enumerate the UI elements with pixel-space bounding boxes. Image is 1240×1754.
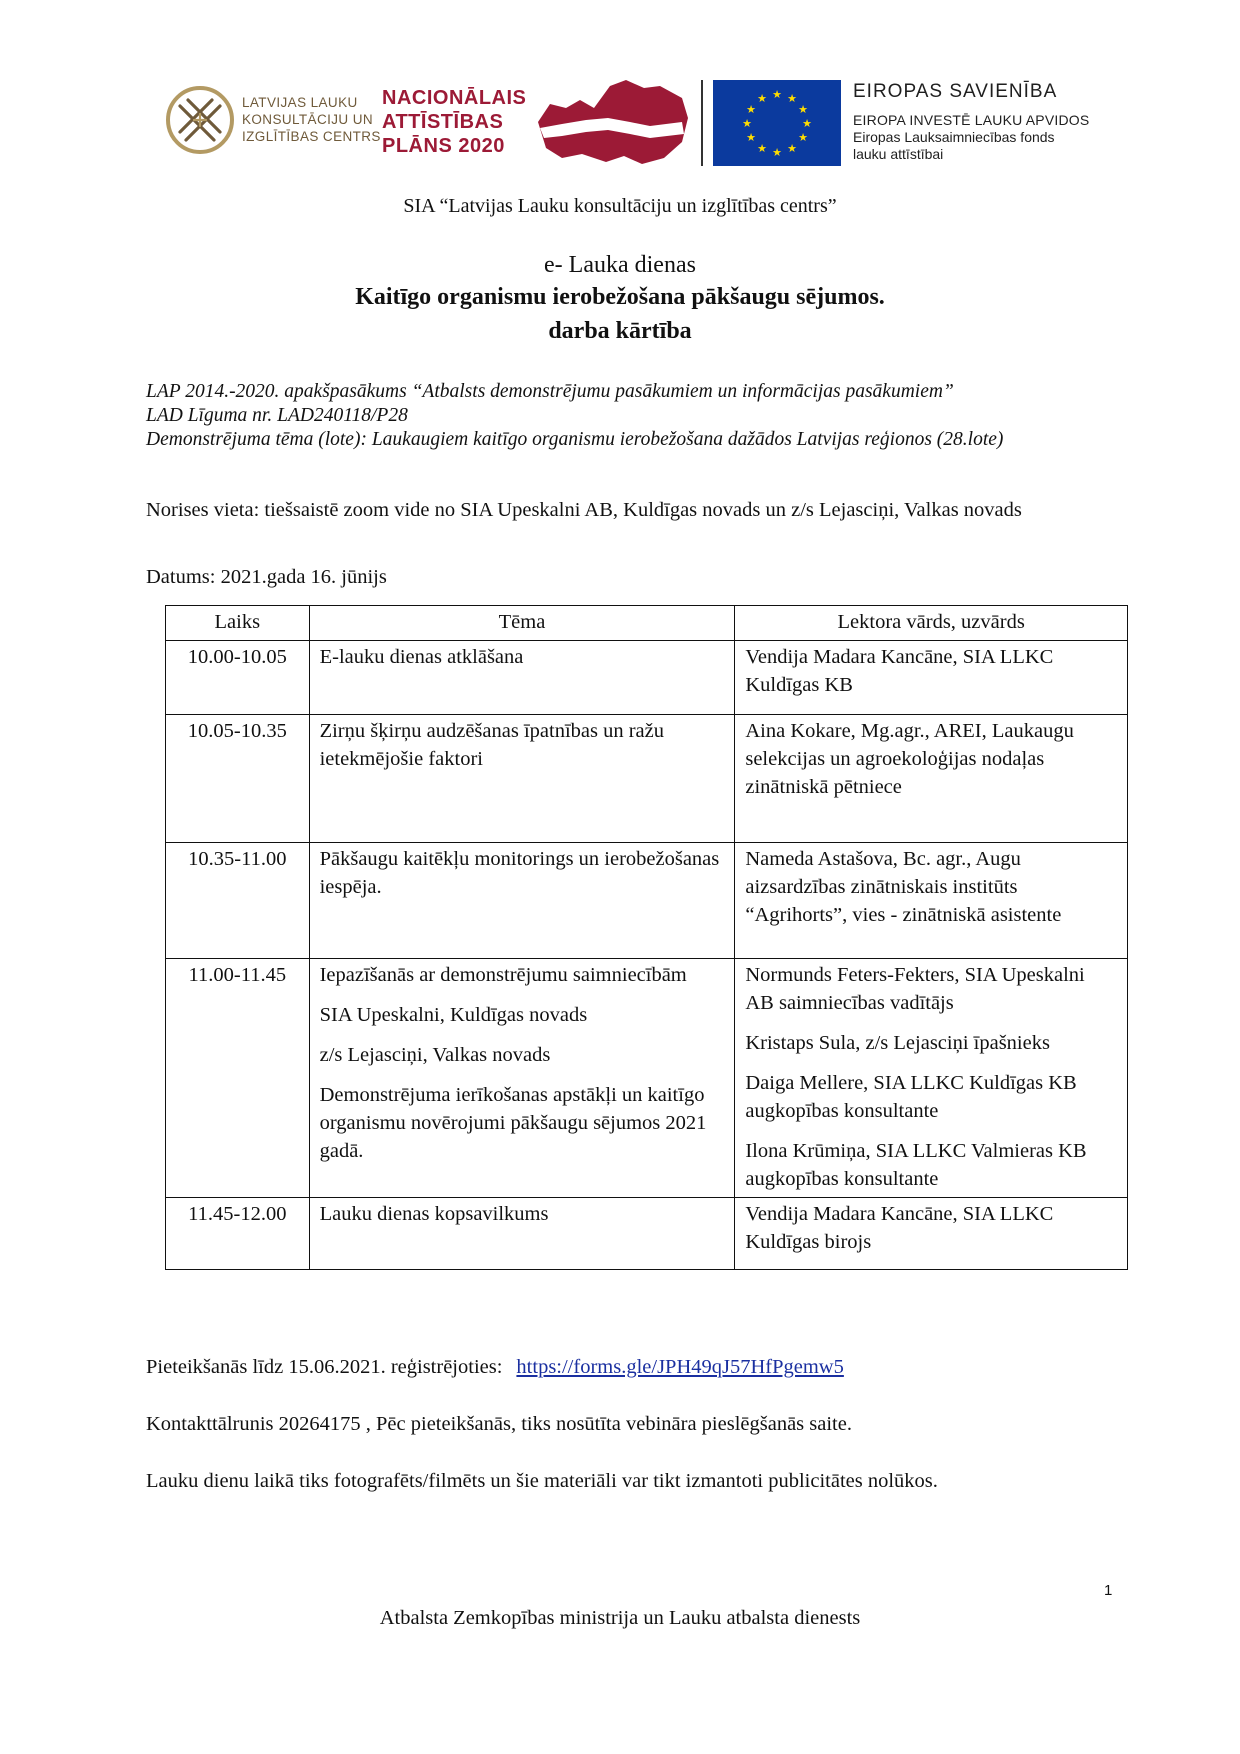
footer-text: Atbalsta Zemkopības ministrija un Lauku atbalsta dienests [379, 1607, 861, 1629]
table-row [166, 1198, 1128, 1270]
svg-text:★: ★ [772, 146, 782, 159]
row-time: 11.00-11.45 [166, 959, 310, 1198]
row-topic: Iepazīšanās ar demonstrējumu saimniecībām SIA Upeskalni, Kuldīgas novads z/s Lejasciņi, Valkas novads Demonstrējuma ierīkošanas apstākļi un kaitīgo organismu novērojumi pākšaugu sējumos 2021 gadā. [309, 959, 735, 1198]
row-lecturer: Aina Kokare, Mg.agr., AREI, Laukaugu selekcijas un agroekoloģijas nodaļas zinātniskā pētniece [735, 715, 1128, 843]
header-topic: Tēma [309, 606, 735, 641]
registration-link[interactable]: https://forms.gle/JPH49qJ57HfPgemw5 [516, 1356, 844, 1378]
header-logos [160, 78, 1120, 168]
svg-text:★: ★ [742, 117, 752, 130]
eu-logo-text [853, 80, 1133, 163]
row-time: 10.05-10.35 [166, 715, 310, 843]
agenda-heading: darba kārtība [548, 318, 692, 344]
contract-line: LAD Līguma nr. LAD240118/P28 [146, 405, 408, 426]
table-row [166, 843, 1128, 959]
contact-line: Kontakttālrunis 20264175 , Pēc pieteikšanās, tiks nosūtīta vebināra pieslēgšanās saite. [146, 1413, 852, 1435]
svg-text:★: ★ [757, 142, 767, 155]
event-date: Datums: 2021.gada 16. jūnijs [146, 566, 387, 588]
eu-subtitle: EIROPA INVESTĒ LAUKU APVIDOS [853, 112, 1090, 128]
event-type: e- Lauka dienas [544, 252, 696, 278]
row-topic: E-lauku dienas atklāšana [309, 641, 735, 715]
registration-text: Pieteikšanās līdz 15.06.2021. reģistrējoties: [146, 1356, 503, 1378]
svg-text:★: ★ [757, 92, 767, 105]
row-time: 11.45-12.00 [166, 1198, 310, 1270]
row-topic: Lauku dienas kopsavilkums [309, 1198, 735, 1270]
row-topic: Zirņu šķirņu audzēšanas īpatnības un ražu ietekmējošie faktori [309, 715, 735, 843]
row-lecturer: Vendija Madara Kancāne, SIA LLKC Kuldīgas birojs [735, 1198, 1128, 1270]
table-row [166, 641, 1128, 715]
eu-title: EIROPAS SAVIENĪBA [853, 81, 1058, 102]
nap-logo-text: NACIONĀLAIS ATTĪSTĪBAS PLĀNS 2020 [382, 87, 527, 157]
row-topic: Pākšaugu kaitēkļu monitorings un ierobežošanas iespēja. [309, 843, 735, 959]
header-divider [701, 80, 703, 166]
row-time: 10.35-11.00 [166, 843, 310, 959]
row-lecturer: Nameda Astašova, Bc. agr., Augu aizsardzības zinātniskais institūts “Agrihorts”, vies - zinātniskā asistente [735, 843, 1128, 959]
svg-text:★: ★ [798, 103, 808, 116]
svg-text:★: ★ [798, 131, 808, 144]
theme-line: Demonstrējuma tēma (lote): Laukaugiem kaitīgo organismu ierobežošana dažādos Latvijas reģionos (28.lote) [146, 429, 1004, 450]
llkc-logo-text: LATVIJAS LAUKU KONSULTĀCIJU UN IZGLĪTĪBAS CENTRS [242, 95, 381, 144]
svg-text:★: ★ [787, 92, 797, 105]
registration-line [146, 1356, 1106, 1379]
page-number: 1 [1104, 1582, 1113, 1599]
table-header-row [166, 606, 1128, 641]
program-line: LAP 2014.-2020. apakšpasākums “Atbalsts demonstrējumu pasākumiem un informācijas pasākumiem” [146, 381, 954, 402]
table-row [166, 715, 1128, 843]
row-time: 10.00-10.05 [166, 641, 310, 715]
svg-text:★: ★ [787, 142, 797, 155]
row-lecturer: Vendija Madara Kancāne, SIA LLKC Kuldīgas KB [735, 641, 1128, 715]
event-title: Kaitīgo organismu ierobežošana pākšaugu sējumos. [355, 284, 885, 310]
row-lecturer: Normunds Feters-Fekters, SIA Upeskalni AB saimniecības vadītājs Kristaps Sula, z/s Lejasciņi īpašnieks Daiga Mellere, SIA LLKC Kuldīgas KB augkopības konsultante Ilona Krūmiņa, SIA LLKC Valmieras KB augkopības konsultante [735, 959, 1128, 1198]
organization-name: SIA “Latvijas Lauku konsultāciju un izglītības centrs” [403, 195, 837, 217]
photo-notice: Lauku dienu laikā tiks fotografēts/filmēts un šie materiāli var tikt izmantoti publicitātes nolūkos. [146, 1470, 938, 1492]
latvia-map-icon [532, 78, 692, 168]
svg-text:★: ★ [746, 103, 756, 116]
agenda-table [165, 605, 1128, 1270]
eu-fund-line: Eiropas Lauksaimniecības fonds [853, 129, 1055, 145]
svg-text:★: ★ [802, 117, 812, 130]
svg-text:★: ★ [746, 131, 756, 144]
header-time: Laiks [166, 606, 310, 641]
llkc-logo-icon [164, 84, 236, 156]
eu-flag-icon [713, 80, 841, 166]
svg-text:★: ★ [772, 88, 782, 101]
venue: Norises vieta: tiešsaistē zoom vide no SIA Upeskalni AB, Kuldīgas novads un z/s Lejasciņi, Valkas novads [146, 499, 1022, 521]
program-info [146, 380, 1106, 452]
table-row [166, 959, 1128, 1198]
header-lecturer: Lektora vārds, uzvārds [735, 606, 1128, 641]
eu-fund-line-2: lauku attīstībai [853, 146, 944, 162]
